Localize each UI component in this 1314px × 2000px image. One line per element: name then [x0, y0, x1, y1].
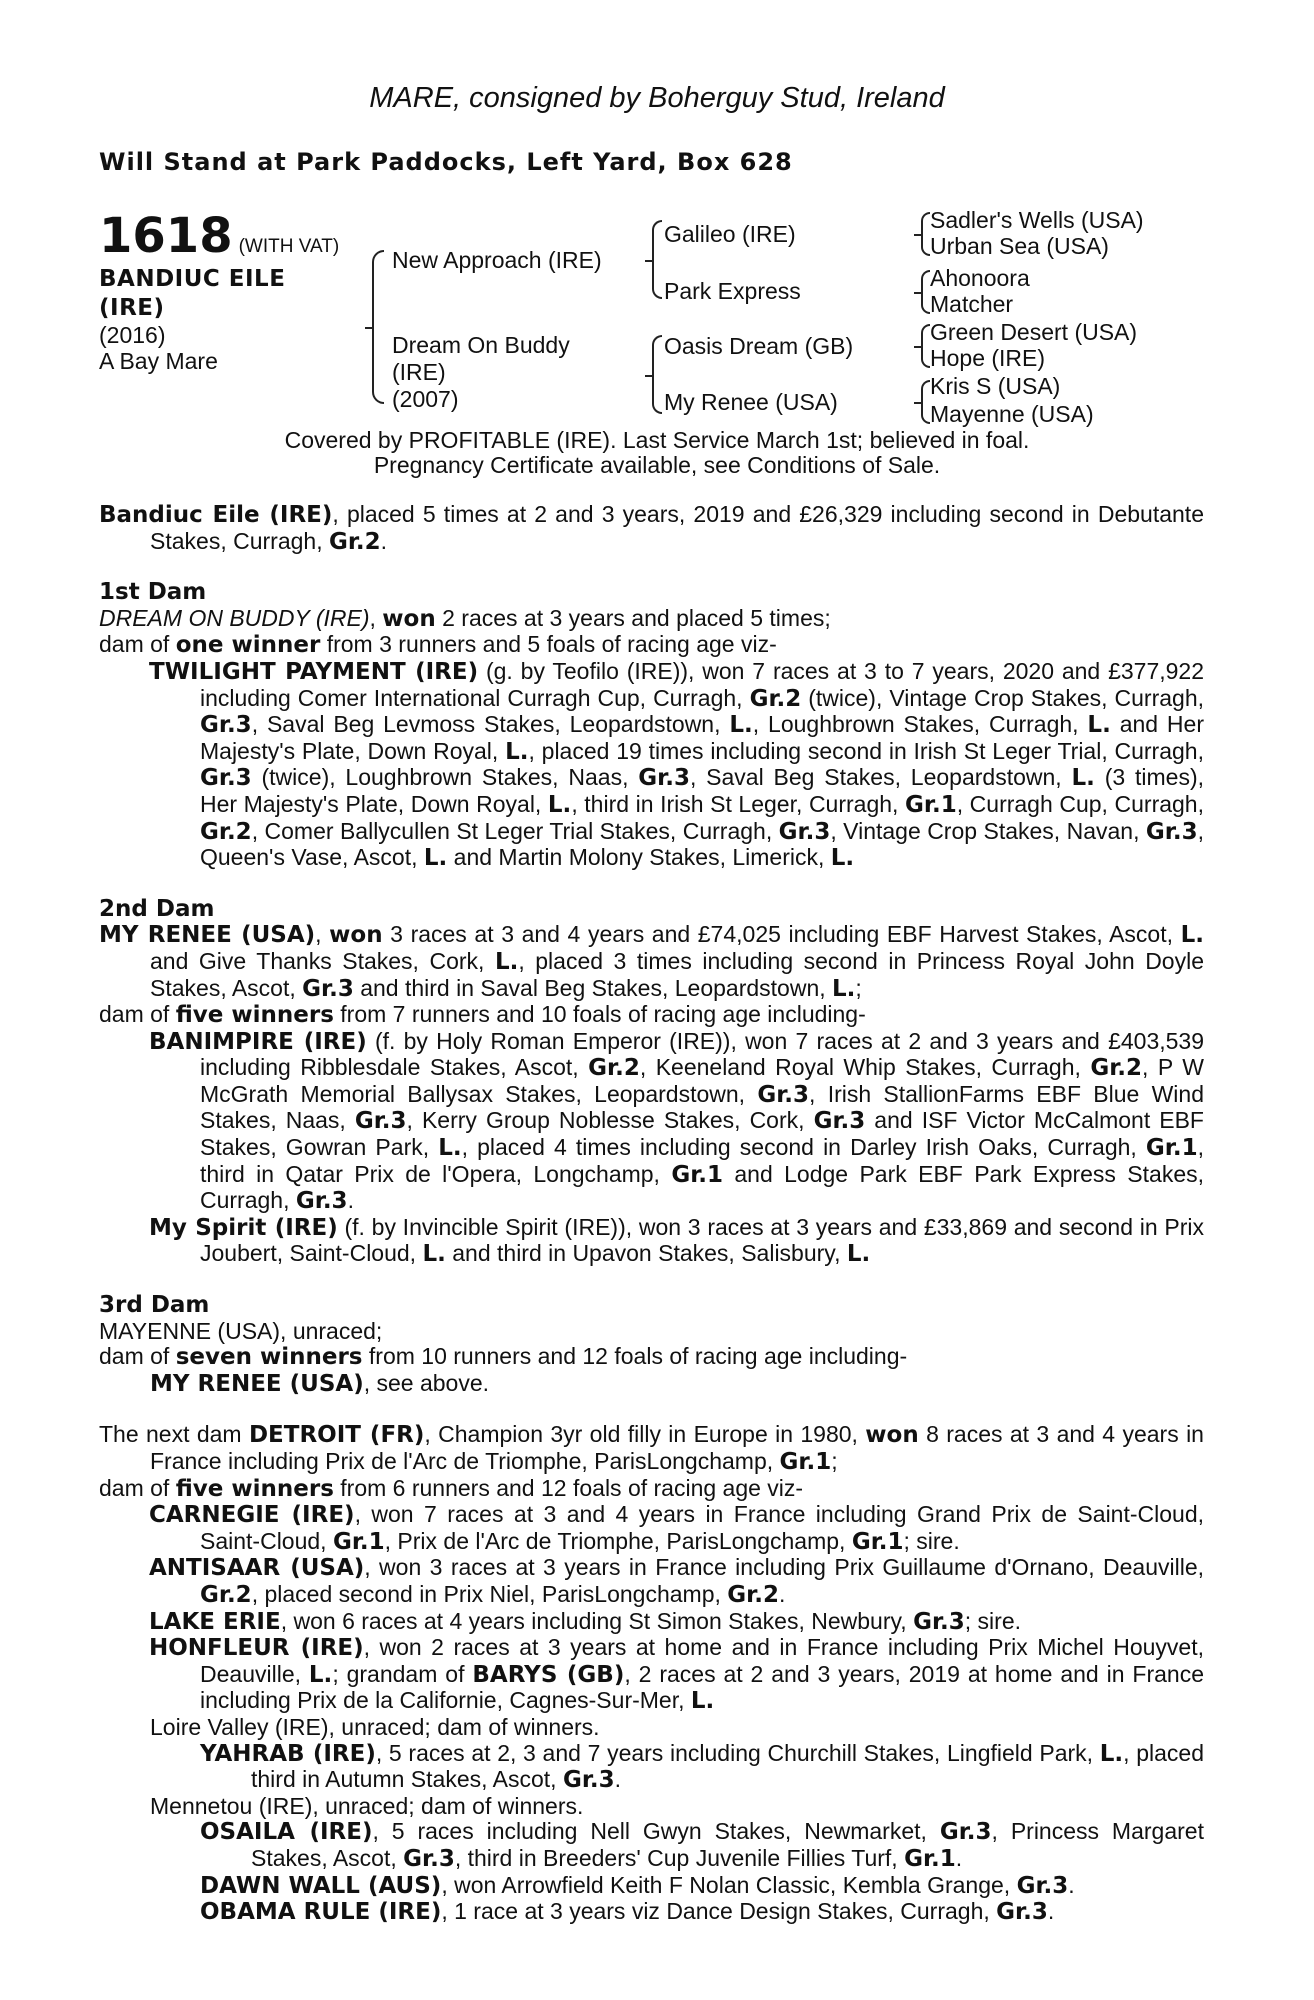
pedigree-dds: Kris S (USA) [930, 373, 1061, 399]
pedigree-dss: Green Desert (USA) [930, 319, 1138, 345]
next-dam-section [99, 1422, 1204, 1925]
produce-mennetou: Mennetou (IRE), unraced; dam of winners. [150, 1792, 584, 1819]
first-dam-heading: 1st Dam [99, 579, 207, 606]
brace-main [372, 250, 384, 404]
second-dam-produce: dam of five winners from 7 runners and 10 foals of racing age including- [99, 1001, 866, 1029]
lot-number: 1618 [99, 208, 233, 264]
pedigree-ssd: Urban Sea (USA) [930, 233, 1109, 259]
second-dam-section [99, 897, 1204, 1268]
produce-yahrab: YAHRAB (IRE), 5 races at 2, 3 and 7 years including Churchill Stakes, Lingfield Park, L., placed third in Autumn Stakes, Ascot, Gr.3. [200, 1739, 1204, 1794]
pedigree-dam-line3: (2007) [392, 386, 459, 412]
pedigree-sd: Park Express [664, 278, 801, 304]
covered-line2: Pregnancy Certificate available, see Conditions of Sale. [373, 452, 941, 478]
pedigree-dam-line2: (IRE) [392, 359, 446, 385]
third-dam-heading: 3rd Dam [99, 1292, 210, 1319]
produce-my-spirit: My Spirit (IRE) (f. by Invincible Spirit (IRE)), won 3 races at 3 years and £33,869 and second in Prix Joubert, Saint-Cloud, L. and third in Upavon Stakes, Salisbury, L. [149, 1213, 1204, 1268]
pedigree-sdd: Matcher [930, 291, 1014, 317]
produce-antisaar: ANTISAAR (USA), won 3 races at 3 years in France including Prix Guillaume d'Ornano, Deauville, Gr.2, placed second in Prix Niel, ParisLongchamp, Gr.2. [149, 1554, 1204, 1608]
produce-banimpire: BANIMPIRE (IRE) (f. by Holy Roman Emperor (IRE)), won 7 races at 2 and 3 years and £403,539 including Ribblesdale Stakes, Ascot, Gr.2, Keeneland Royal Whip Stakes, Curragh, Gr.2, P W McGrath Memorial Ballysax Stakes, Leopardstown, Gr.3, Irish StallionFarms EBF Blue Wind Stakes, Naas, Gr.3, Kerry Group Noblesse Stakes, Cork, Gr.3 and ISF Victor McCalmont EBF Stakes, Gowran Park, L., placed 4 times including second in Darley Irish Oaks, Curragh, Gr.1, third in Qatar Prix de l'Opera, Longchamp, Gr.1 and Lodge Park EBF Park Express Stakes, Curragh, Gr.3. [149, 1027, 1205, 1215]
produce-lake-erie: LAKE ERIE, won 6 races at 4 years including St Simon Stakes, Newbury, Gr.3; sire. [149, 1607, 1021, 1635]
horse-description: A Bay Mare [99, 348, 218, 374]
intro-paragraph: Bandiuc Eile (IRE), placed 5 times at 2 and 3 years, 2019 and £26,329 including second in Debutante Stakes, Curragh, Gr.2. [99, 501, 1204, 555]
pedigree-sire: New Approach (IRE) [392, 247, 602, 273]
brace-sire [652, 220, 662, 299]
produce-obama-rule: OBAMA RULE (IRE), 1 race at 3 years viz Dance Design Stakes, Curragh, Gr.3. [200, 1898, 1055, 1926]
pedigree-sds: Ahonoora [930, 265, 1030, 291]
brace-ss [921, 212, 930, 256]
third-dam-produce: dam of seven winners from 10 runners and 12 foals of racing age including- [99, 1343, 908, 1371]
pedigree-dam [392, 332, 570, 413]
catalogue-heading: MARE, consigned by Boherguy Stud, Ireland [369, 82, 945, 114]
vat-label: (WITH VAT) [238, 236, 340, 257]
first-dam-produce: dam of one winner from 3 runners and 5 foals of racing age viz- [99, 631, 777, 659]
next-dam-line: The next dam DETROIT (FR), Champion 3yr old filly in Europe in 1980, won 8 races at 3 and 4 years in France including Prix de l'Arc de Triomphe, ParisLongchamp, Gr.1; [99, 1421, 1204, 1475]
pedigree-dd: My Renee (USA) [664, 389, 838, 415]
produce-dawn-wall: DAWN WALL (AUS), won Arrowfield Keith F Nolan Classic, Kembla Grange, Gr.3. [200, 1871, 1075, 1899]
produce-osaila: OSAILA (IRE), 5 races including Nell Gwyn Stakes, Newmarket, Gr.3, Princess Margaret Stakes, Ascot, Gr.3, third in Breeders' Cup Juvenile Fillies Turf, Gr.1. [200, 1818, 1204, 1872]
first-dam-name: DREAM ON BUDDY (IRE) [99, 604, 370, 631]
first-dam-line: DREAM ON BUDDY (IRE), won 2 races at 3 years and placed 5 times; [99, 604, 831, 632]
horse-name-line1: BANDIUC EILE [99, 266, 286, 292]
produce-twilight-payment: TWILIGHT PAYMENT (IRE) (g. by Teofilo (IRE)), won 7 races at 3 to 7 years, 2020 and £377,922 including Comer International Curragh Cup, Curragh, Gr.2 (twice), Vintage Crop Stakes, Curragh, Gr.3, Saval Beg Levmoss Stakes, Leopardstown, L., Loughbrown Stakes, Curragh, L. and Her Majesty's Plate, Down Royal, L., placed 19 times including second in Irish St Leger Trial, Curragh, Gr.3 (twice), Loughbrown Stakes, Naas, Gr.3, Saval Beg Stakes, Leopardstown, L. (3 times), Her Majesty's Plate, Down Royal, L., third in Irish St Leger, Curragh, Gr.1, Curragh Cup, Curragh, Gr.2, Comer Ballycullen St Leger Trial Stakes, Curragh, Gr.3, Vintage Crop Stakes, Navan, Gr.3, Queen's Vase, Ascot, L. and Martin Molony Stakes, Limerick, L. [149, 657, 1205, 872]
brace-dd [921, 380, 930, 424]
produce-carnegie: CARNEGIE (IRE), won 7 races at 3 and 4 years in France including Grand Prix de Saint-Cloud, Saint-Cloud, Gr.1, Prix de l'Arc de Triomphe, ParisLongchamp, Gr.1; sire. [149, 1501, 1204, 1555]
pedigree-ss: Galileo (IRE) [664, 221, 796, 247]
produce-honfleur: HONFLEUR (IRE), won 2 races at 3 years at home and in France including Prix Michel Houyvet, Deauville, L.; grandam of BARYS (GB), 2 races at 2 and 3 years, 2019 at home and in France including Prix de la Californie, Cagnes-Sur-Mer, L. [149, 1634, 1204, 1715]
produce-my-renee: MY RENEE (USA), see above. [150, 1369, 490, 1397]
second-dam-line: MY RENEE (USA), won 3 races at 3 and 4 years and £74,025 including EBF Harvest Stakes, Ascot, L. and Give Thanks Stakes, Cork, L., placed 3 times including second in Princess Royal John Doyle Stakes, Ascot, Gr.3 and third in Saval Beg Stakes, Leopardstown, L.; [99, 921, 1205, 1002]
next-dam-produce: dam of five winners from 6 runners and 12 foals of racing age viz- [99, 1474, 804, 1502]
brace-ds [921, 324, 930, 368]
lot-header [99, 208, 339, 264]
brace-sd [921, 270, 930, 314]
horse-name [99, 265, 349, 323]
horse-name-line2: (IRE) [99, 295, 165, 321]
pedigree-dam-line1: Dream On Buddy [392, 332, 570, 358]
pedigree-ds: Oasis Dream (GB) [664, 333, 854, 359]
horse-year: (2016) [99, 322, 166, 348]
pedigree-ddd: Mayenne (USA) [930, 401, 1094, 427]
pedigree-sss: Sadler's Wells (USA) [930, 207, 1144, 233]
covered-line1: Covered by PROFITABLE (IRE). Last Service March 1st; believed in foal. [284, 427, 1030, 453]
first-dam-section [99, 580, 1204, 872]
third-dam-line: MAYENNE (USA), unraced; [99, 1317, 383, 1344]
produce-loire-valley: Loire Valley (IRE), unraced; dam of winners. [150, 1713, 600, 1740]
second-dam-heading: 2nd Dam [99, 895, 215, 922]
brace-dam [652, 335, 662, 414]
pedigree-dsd: Hope (IRE) [930, 345, 1046, 371]
catalogue-body [99, 502, 1204, 1926]
third-dam-section [99, 1293, 1204, 1397]
stand-location: Will Stand at Park Paddocks, Left Yard, Box 628 [99, 148, 793, 176]
horse-name-bold: Bandiuc Eile (IRE) [99, 502, 333, 528]
